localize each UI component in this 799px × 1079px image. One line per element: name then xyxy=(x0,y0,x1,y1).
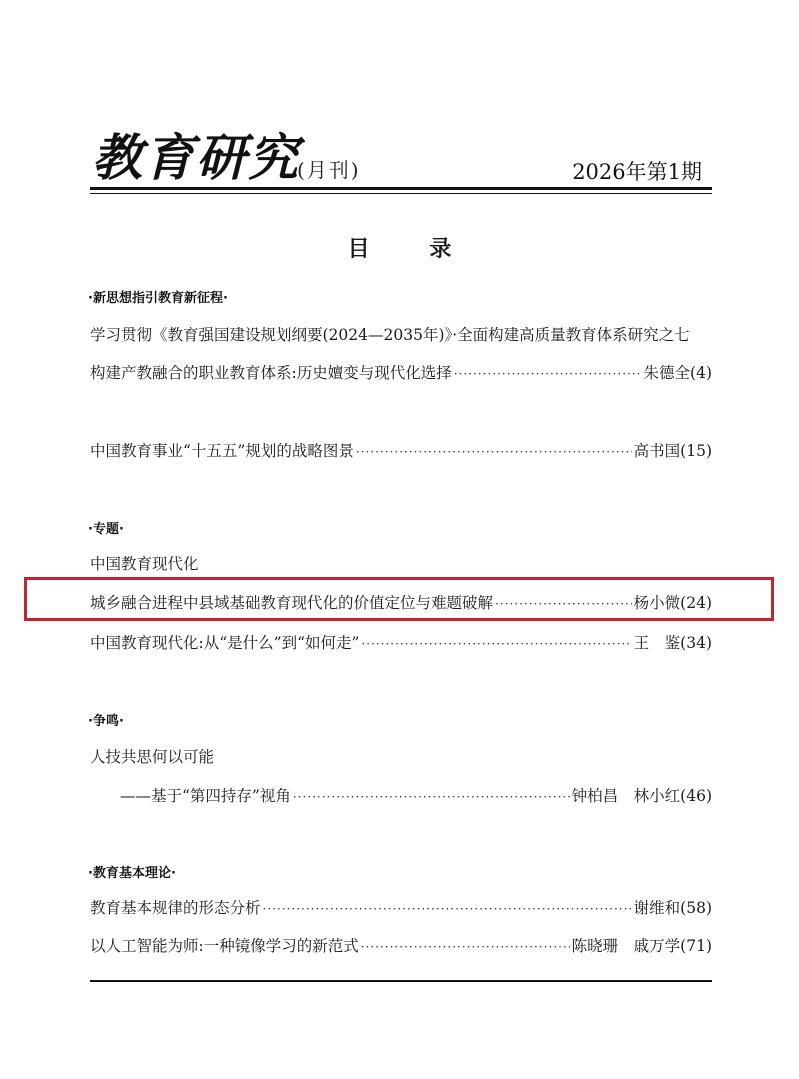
entry-page: (34) xyxy=(680,634,712,652)
entry-title: 构建产教融合的职业教育体系:历史嬗变与现代化选择 xyxy=(90,364,452,382)
toc-entry[interactable] xyxy=(90,896,712,918)
section-label-new-thought: ·新思想指引教育新征程· xyxy=(88,291,228,306)
masthead xyxy=(92,118,712,188)
entry-author: 陈晓珊 戚万学 xyxy=(571,937,681,955)
entry-title: 中国教育事业“十五五”规划的战略图景 xyxy=(90,442,354,460)
entry-author: 王 鉴 xyxy=(633,634,681,652)
leader-dots xyxy=(293,790,570,804)
leader-dots xyxy=(263,902,632,916)
entry-title: 教育基本规律的形态分析 xyxy=(90,899,261,917)
leader-dots xyxy=(361,637,631,651)
toc-entry[interactable] xyxy=(90,361,712,383)
bottom-rule xyxy=(90,980,712,982)
entry-page: (46) xyxy=(680,787,712,805)
journal-title: 教育研究 xyxy=(92,128,300,187)
entry-page: (58) xyxy=(680,899,712,917)
entry-author: 高书国 xyxy=(633,442,681,460)
topic-heading: 中国教育现代化 xyxy=(90,555,199,573)
entry-page: (4) xyxy=(690,364,712,382)
series-heading: 学习贯彻《教育强国建设规划纲要(2024—2035年)》·全面构建高质量教育体系研究之七 xyxy=(90,326,690,344)
toc-entry[interactable] xyxy=(90,934,712,956)
issue-label: 2026年第1期 xyxy=(572,160,702,184)
entry-author: 钟柏昌 林小红 xyxy=(571,787,681,805)
entry-title: 中国教育现代化:从“是什么”到“如何走” xyxy=(90,634,360,652)
section-label-theory: ·教育基本理论· xyxy=(88,866,176,881)
entry-title: 城乡融合进程中县域基础教育现代化的价值定位与难题破解 xyxy=(90,594,494,612)
section-label-special: ·专题· xyxy=(88,522,124,537)
entry-author: 谢维和 xyxy=(633,899,681,917)
leader-dots xyxy=(361,940,570,954)
toc-entry[interactable] xyxy=(120,784,712,806)
masthead-rule-thin xyxy=(90,193,712,194)
entry-page: (15) xyxy=(680,442,712,460)
leader-dots xyxy=(356,445,632,459)
toc-entry[interactable] xyxy=(90,439,712,461)
section-label-debate: ·争鸣· xyxy=(88,714,124,729)
entry-main-title: 人技共思何以可能 xyxy=(90,748,215,766)
leader-dots xyxy=(454,367,642,381)
entry-author: 杨小微 xyxy=(633,594,681,612)
entry-subtitle: ——基于“第四持存”视角 xyxy=(120,787,291,805)
toc-entry[interactable] xyxy=(90,631,712,653)
entry-page: (24) xyxy=(680,594,712,612)
masthead-rule-thick xyxy=(90,187,712,190)
entry-page: (71) xyxy=(680,937,712,955)
toc-heading: 目 录 xyxy=(347,236,478,262)
entry-title: 以人工智能为师:一种镜像学习的新范式 xyxy=(90,937,359,955)
journal-type: (月刊) xyxy=(297,158,361,182)
highlight-box xyxy=(24,577,774,621)
entry-author: 朱德全 xyxy=(643,364,691,382)
